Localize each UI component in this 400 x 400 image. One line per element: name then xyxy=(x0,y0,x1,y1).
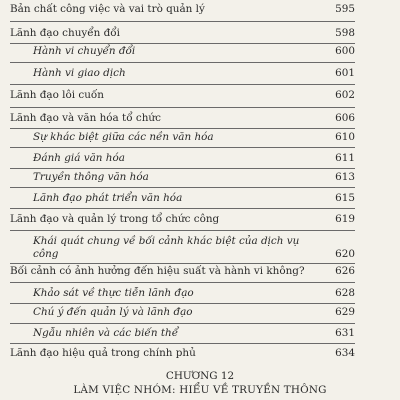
toc-entry xyxy=(10,347,355,360)
toc-entry-page: 602 xyxy=(335,89,355,101)
chapter-number: CHƯƠNG 12 xyxy=(165,370,235,382)
toc-entry-page: 631 xyxy=(335,327,355,339)
toc-entry-title: Khái quát chung về bối cảnh khác biệt của dịch vụ công xyxy=(33,235,300,260)
toc-entry xyxy=(10,131,355,144)
toc-entry-page: 595 xyxy=(335,3,355,15)
toc-entry-page: 610 xyxy=(335,131,355,143)
toc-entry xyxy=(10,45,355,58)
toc-entry-title: Lãnh đạo hiệu quả trong chính phủ xyxy=(10,347,196,359)
toc-entry-title: Hành vi chuyển đổi xyxy=(33,45,136,57)
divider xyxy=(10,43,355,44)
divider xyxy=(10,187,355,188)
toc-entry-title: Khảo sát về thực tiễn lãnh đạo xyxy=(33,287,194,299)
divider xyxy=(10,282,355,283)
toc-entry xyxy=(10,306,355,319)
toc-entry-title: Đánh giá văn hóa xyxy=(33,152,125,164)
toc-entry-title: Lãnh đạo chuyển đổi xyxy=(10,27,120,39)
toc-entry xyxy=(10,235,355,261)
toc-entry-page: 600 xyxy=(335,45,355,57)
divider xyxy=(10,303,355,304)
divider xyxy=(10,107,355,108)
toc-entry-page: 598 xyxy=(335,27,355,39)
toc-entry xyxy=(10,265,355,278)
toc-entry xyxy=(10,287,355,300)
toc-entry-page: 601 xyxy=(335,67,355,79)
divider xyxy=(10,168,355,169)
toc-entry-page: 626 xyxy=(335,265,355,277)
toc-entry-page: 629 xyxy=(335,306,355,318)
toc-entry-page: 620 xyxy=(335,248,355,260)
divider xyxy=(10,263,355,264)
toc-entry-page: 634 xyxy=(335,347,355,359)
toc-entry-title: Lãnh đạo và quản lý trong tổ chức công xyxy=(10,213,220,225)
chapter-title: LÀM VIỆC NHÓM: HIỂU VỀ TRUYỀN THÔNG xyxy=(73,384,327,396)
toc-entry-page: 606 xyxy=(335,112,355,124)
toc-entry-title: Hành vi giao dịch xyxy=(33,67,126,79)
toc-entry xyxy=(10,152,355,165)
divider xyxy=(10,62,355,63)
divider xyxy=(10,21,355,22)
divider xyxy=(10,84,355,85)
toc-entry-title: Chú ý đến quản lý và lãnh đạo xyxy=(33,306,193,318)
toc-entry xyxy=(10,213,355,226)
toc-entry xyxy=(10,112,355,125)
toc-entry-title: Lãnh đạo lôi cuốn xyxy=(10,89,104,101)
toc-entry-page: 628 xyxy=(335,287,355,299)
toc-entry-title: Lãnh đạo và văn hóa tổ chức xyxy=(10,112,161,124)
divider xyxy=(10,208,355,209)
toc-entry xyxy=(10,327,355,340)
toc-entry xyxy=(10,171,355,184)
toc-entry-title: Bản chất công việc và vai trò quản lý xyxy=(10,3,205,15)
toc-entry-title: Sự khác biệt giữa các nền văn hóa xyxy=(33,131,214,143)
divider xyxy=(10,147,355,148)
toc-entry xyxy=(10,89,355,102)
toc-entry-title: Lãnh đạo phát triển văn hóa xyxy=(33,192,183,204)
divider xyxy=(10,343,355,344)
chapter-heading xyxy=(0,370,400,382)
toc-entry xyxy=(10,192,355,205)
toc-entry-page: 611 xyxy=(335,152,355,164)
toc-entry xyxy=(10,27,355,40)
toc-entry-page: 619 xyxy=(335,213,355,225)
toc-entry xyxy=(10,3,355,16)
toc-entry-title: Truyền thông văn hóa xyxy=(33,171,149,183)
divider xyxy=(10,323,355,324)
toc-entry-page: 613 xyxy=(335,171,355,183)
toc-entry-title: Bối cảnh có ảnh hưởng đến hiệu suất và hành vi không? xyxy=(10,265,305,277)
toc-entry-title: Ngẫu nhiên và các biến thể xyxy=(33,327,179,339)
divider xyxy=(10,230,355,231)
toc-entry-page: 615 xyxy=(335,192,355,204)
toc-entry xyxy=(10,67,355,80)
divider xyxy=(10,128,355,129)
